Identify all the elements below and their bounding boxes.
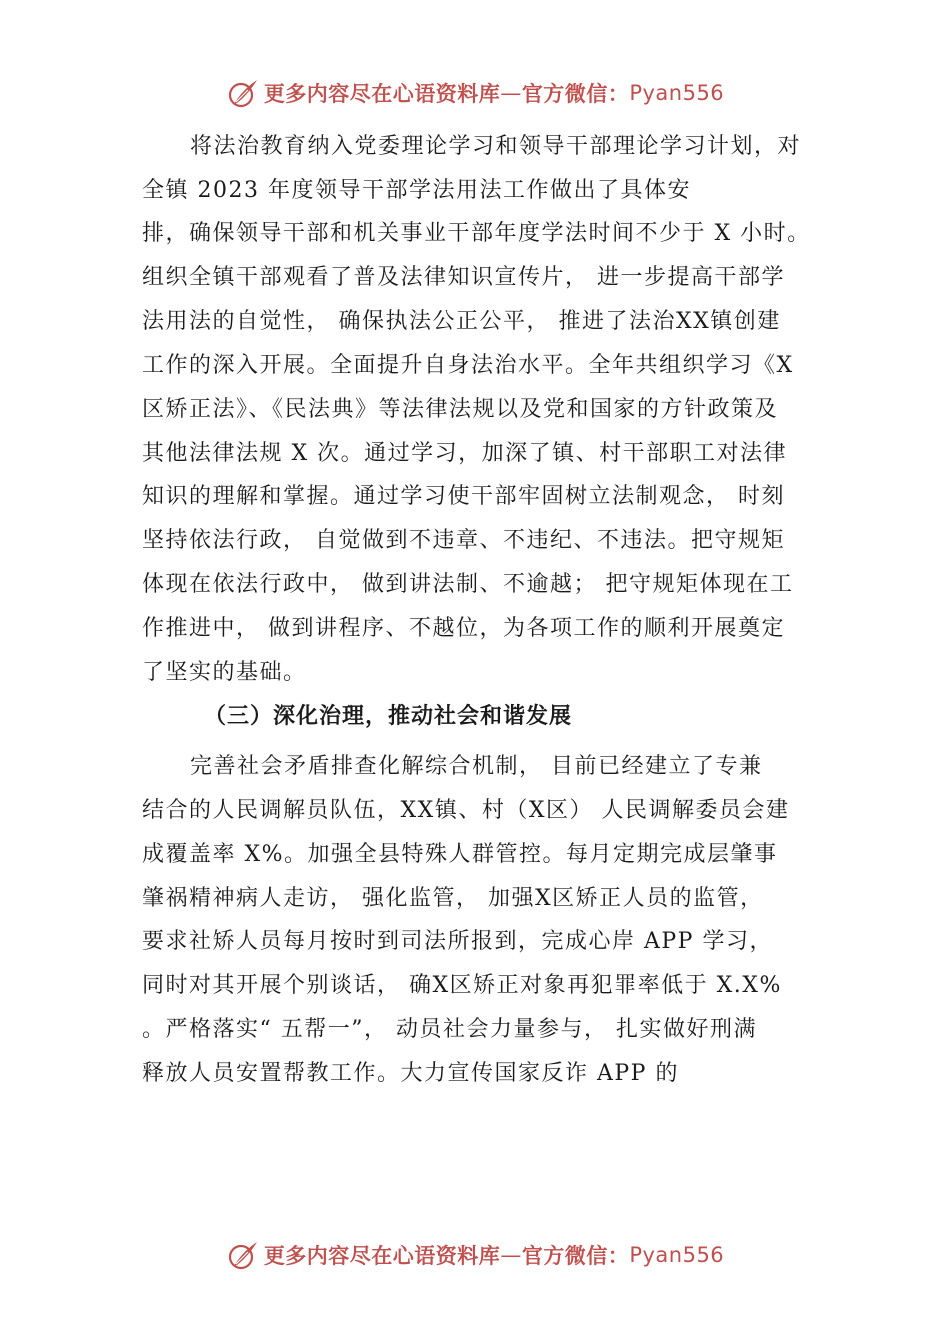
body-line: 组织全镇干部观看了普及法律知识宣传片， 进一步提高干部学 [142, 265, 785, 290]
body-line: 区矫正法》、《民法典》等法律法规以及党和国家的方针政策及 [142, 397, 779, 422]
banner-wechat-id: Pyan556 [629, 81, 725, 105]
section-heading: （三）深化治理，推动社会和谐发展 [204, 704, 573, 729]
header-banner [0, 76, 950, 110]
banner-dash: — [500, 1243, 522, 1267]
section-line: 结合的人民调解员队伍，XX镇、村（X区） 人民调解委员会建 [142, 798, 790, 823]
section-line: 同时对其开展个别谈话， 确X区矫正对象再犯罪率低于 X.X% [142, 973, 782, 998]
feather-pen-logo-icon [226, 76, 260, 110]
section-line: 释放人员安置帮教工作。大力宣传国家反诈 APP 的 [142, 1061, 679, 1086]
section-line: 完善社会矛盾排查化解综合机制， 目前已经建立了专兼 [190, 754, 763, 779]
banner-site-name: 更多内容尽在心语资料库 [263, 1244, 501, 1268]
banner-official-label: 官方微信： [521, 1244, 630, 1268]
body-line: 作推进中， 做到讲程序、不越位，为各项工作的顺利开展奠定 [142, 616, 785, 641]
section-line: 要求社矫人员每月按时到司法所报到，完成心岸 APP 学习， [142, 929, 773, 954]
body-line: 将法治教育纳入党委理论学习和领导干部理论学习计划，对 [190, 134, 802, 159]
body-line: 坚持依法行政， 自觉做到不违章、不违纪、不违法。把守规矩 [142, 528, 785, 553]
body-line: 知识的理解和掌握。通过学习使干部牢固树立法制观念， 时刻 [142, 484, 785, 509]
banner-official-label: 官方微信： [521, 82, 630, 106]
banner-site-name: 更多内容尽在心语资料库 [263, 82, 501, 106]
body-line: 工作的深入开展。全面提升自身法治水平。全年共组织学习《X [142, 353, 794, 378]
section-line: 。严格落实“ 五帮一”， 动员社会力量参与， 扎实做好刑满 [142, 1017, 757, 1042]
body-line: 法用法的自觉性， 确保执法公正公平， 推进了法治XX镇创建 [142, 309, 781, 334]
body-line: 体现在依法行政中， 做到讲法制、不逾越； 把守规矩体现在工 [142, 572, 794, 597]
body-line: 全镇 2023 年度领导干部学法用法工作做出了具体安 [142, 178, 691, 203]
banner-dash: — [500, 81, 522, 105]
body-line: 了坚实的基础。 [142, 660, 307, 685]
feather-pen-logo-icon [226, 1238, 260, 1272]
body-line: 排，确保领导干部和机关事业干部年度学法时间不少于 X 小时。 [142, 221, 811, 246]
footer-banner [0, 1238, 950, 1272]
body-line: 其他法律法规 X 次。通过学习，加深了镇、村干部职工对法律 [142, 441, 788, 466]
section-line: 肇祸精神病人走访， 强化监管， 加强X区矫正人员的监管， [142, 886, 764, 911]
section-line: 成覆盖率 X%。加强全县特殊人群管控。每月定期完成层肇事 [142, 842, 778, 867]
banner-wechat-id: Pyan556 [629, 1243, 725, 1267]
